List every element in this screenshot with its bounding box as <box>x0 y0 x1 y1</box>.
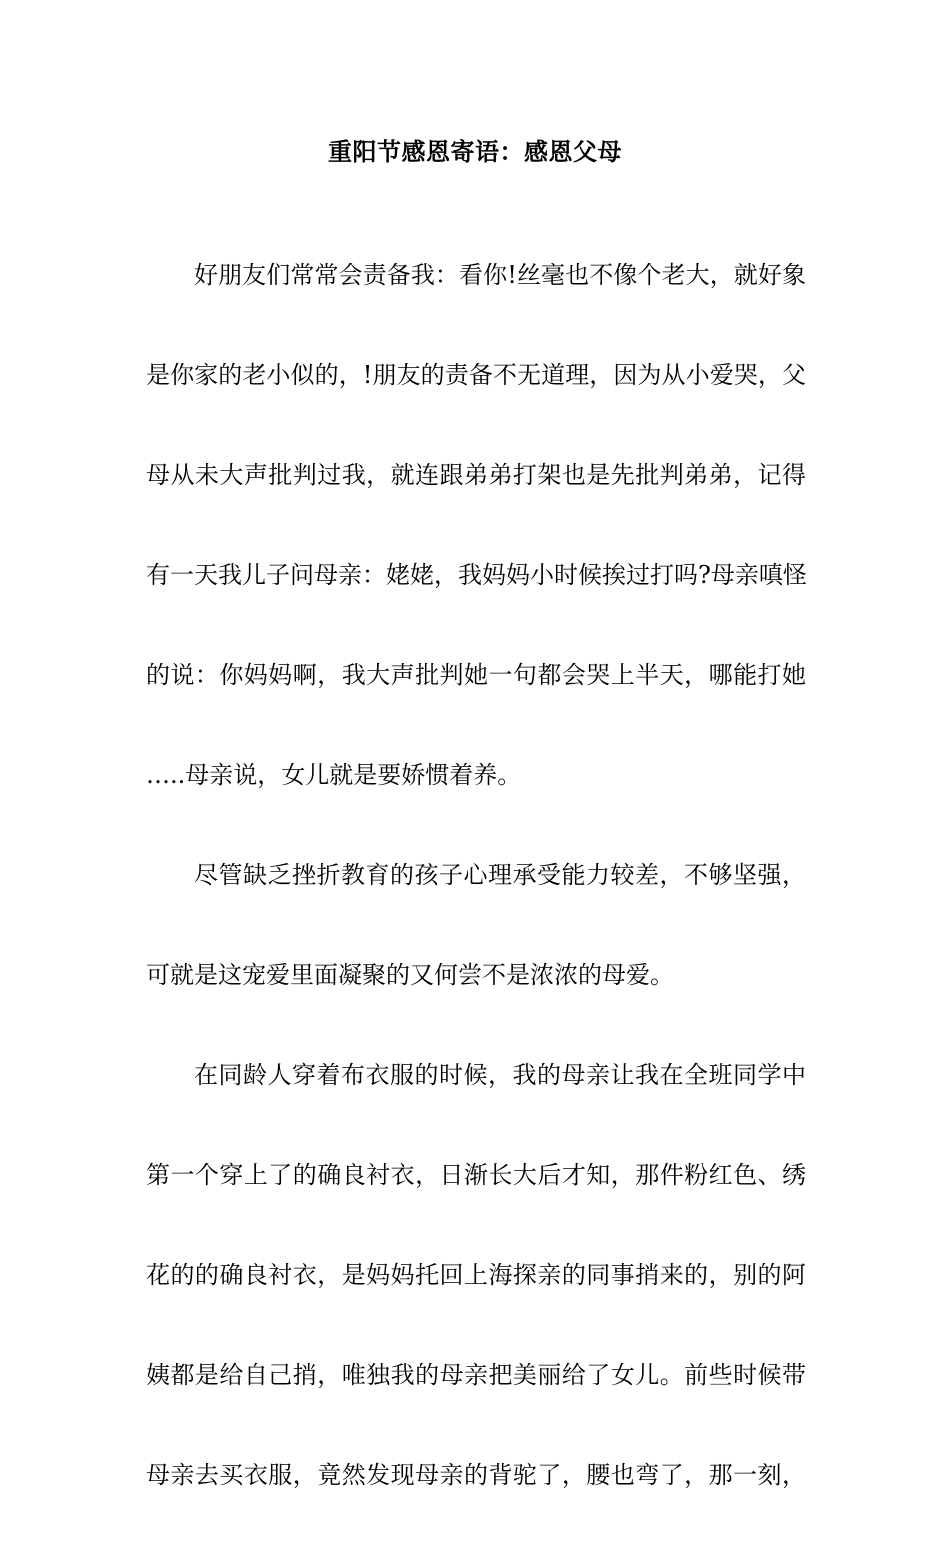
document-title: 重阳节感恩寄语：感恩父母 <box>328 137 622 166</box>
text-line: 花的的确良衬衣，是妈妈托回上海探亲的同事捎来的，别的阿 <box>146 1261 806 1289</box>
text-line: 母亲去买衣服，竟然发现母亲的背驼了，腰也弯了，那一刻， <box>146 1461 806 1489</box>
text-line: 的说：你妈妈啊，我大声批判她一句都会哭上半天，哪能打她 <box>146 661 806 689</box>
text-line: 尽管缺乏挫折教育的孩子心理承受能力较差，不够坚强， <box>194 861 806 889</box>
text-line: 有一天我儿子问母亲：姥姥，我妈妈小时候挨过打吗?母亲嗔怪 <box>146 561 807 589</box>
paragraph-3 <box>146 1051 806 1525</box>
text-line: 母从未大声批判过我，就连跟弟弟打架也是先批判弟弟，记得 <box>146 461 806 489</box>
text-line: 是你家的老小似的，!朋友的责备不无道理，因为从小爱哭，父 <box>146 361 806 389</box>
text-line: 可就是这宠爱里面凝聚的又何尝不是浓浓的母爱。 <box>146 961 674 989</box>
text-line: 第一个穿上了的确良衬衣，日渐长大后才知，那件粉红色、绣 <box>146 1161 806 1189</box>
text-line: 在同龄人穿着布衣服的时候，我的母亲让我在全班同学中 <box>194 1061 806 1089</box>
document-body <box>146 251 806 1551</box>
paragraph-1 <box>146 251 806 825</box>
paragraph-2 <box>146 851 806 1025</box>
text-line: 好朋友们常常会责备我：看你!丝毫也不像个老大，就好象 <box>194 261 806 289</box>
text-line: 姨都是给自己捎，唯独我的母亲把美丽给了女儿。前些时候带 <box>146 1361 806 1389</box>
text-line: …..母亲说，女儿就是要娇惯着养。 <box>146 761 522 789</box>
